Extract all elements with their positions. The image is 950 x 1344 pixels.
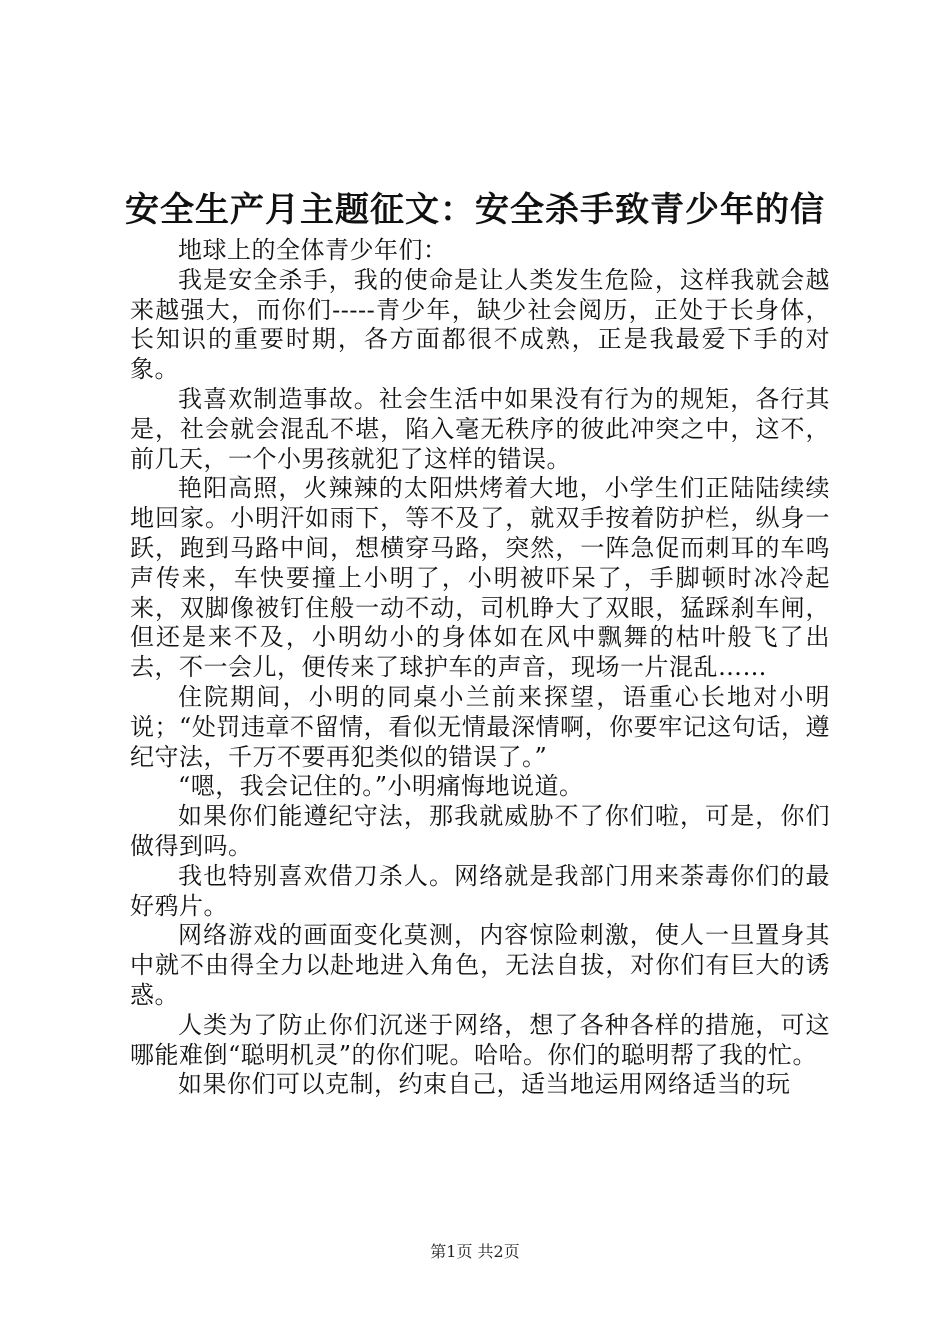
paragraph: 网络游戏的画面变化莫测，内容惊险刺激，使人一旦置身其中就不由得全力以赴地进入角色，无法自拔，对你们有巨大的诱惑。 [130, 921, 830, 1009]
paragraph: 我是安全杀手，我的使命是让人类发生危险，这样我就会越来越强大，而你们-----青少年，缺少社会阅历，正处于长身体，长知识的重要时期，各方面都很不成熟，正是我最爱下手的对象。 [130, 265, 830, 384]
paragraph: 如果你们能遵纪守法，那我就威胁不了你们啦，可是，你们做得到吗。 [130, 802, 830, 860]
paragraph: 如果你们可以克制，约束自己，适当地运用网络适当的玩 [178, 1070, 791, 1099]
paragraph: “嗯，我会记住的。”小明痛悔地说道。 [178, 772, 584, 801]
paragraph: 我喜欢制造事故。社会生活中如果没有行为的规矩，各行其是，社会就会混乱不堪，陷入毫无秩序的彼此冲突之中，这不，前几天，一个小男孩就犯了这样的错误。 [130, 384, 830, 473]
document-title: 安全生产月主题征文：安全杀手致青少年的信 [125, 190, 825, 230]
salutation: 地球上的全体青少年们： [178, 236, 448, 264]
paragraph: 艳阳高照，火辣辣的太阳烘烤着大地，小学生们正陆陆续续地回家。小明汗如雨下，等不及了，就双手按着防护栏，纵身一跃，跑到马路中间，想横穿马路，突然，一阵急促而刺耳的车鸣声传来，车快要撞上小明了，小明被吓呆了，手脚顿时冰冷起来，双脚像被钉住般一动不动，司机睁大了双眼，猛踩刹车闸，但还是来不及，小明幼小的身体如在风中飘舞的枯叶般飞了出去，不一会儿，便传来了球护车的声音，现场一片混乱…… [130, 474, 830, 682]
paragraph: 住院期间，小明的同桌小兰前来探望，语重心长地对小明说；“处罚违章不留情，看似无情最深情啊，你要牢记这句话，遵纪守法，千万不要再犯类似的错误了。” [130, 682, 830, 771]
page-footer: 第1页 共2页 [430, 1242, 520, 1261]
document-body [130, 236, 830, 1100]
paragraph: 人类为了防止你们沉迷于网络，想了各种各样的措施，可这哪能难倒“聪明机灵”的你们呢。哈哈。你们的聪明帮了我的忙。 [130, 1010, 830, 1069]
paragraph: 我也特别喜欢借刀杀人。网络就是我部门用来荼毒你们的最好鸦片。 [130, 861, 830, 920]
